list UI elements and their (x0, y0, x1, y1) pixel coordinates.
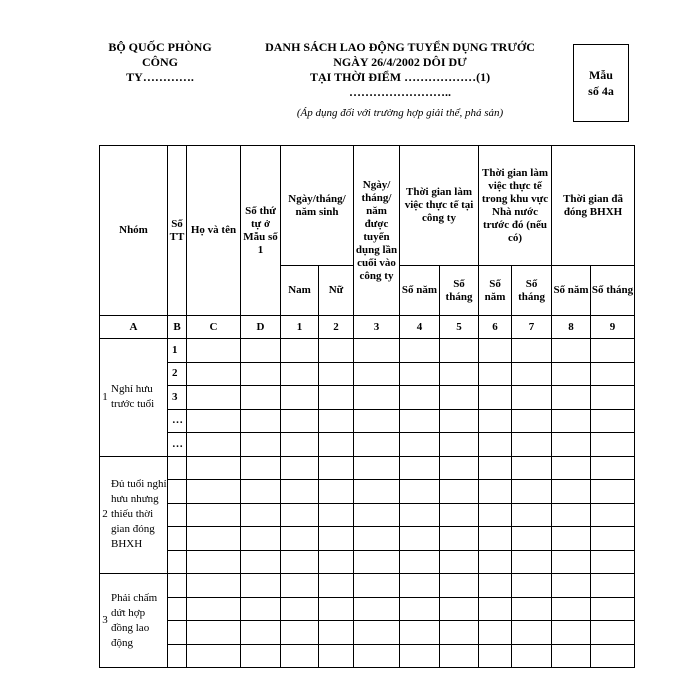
header-so-thu-tu: Số thứ tự ở Mẫu số 1 (241, 146, 281, 316)
data-cell (241, 644, 281, 668)
code-cell: 8 (552, 316, 591, 339)
data-cell (552, 621, 591, 645)
data-cell (479, 339, 512, 363)
code-cell: A (100, 316, 168, 339)
data-cell (354, 621, 400, 645)
data-cell (440, 433, 479, 457)
group-number: 3 (102, 614, 108, 626)
data-cell (281, 550, 319, 574)
data-cell (591, 574, 635, 598)
data-cell (241, 456, 281, 480)
data-cell (440, 574, 479, 598)
data-cell (281, 409, 319, 433)
data-cell (241, 386, 281, 410)
data-cell (512, 456, 552, 480)
stt-cell: 1 (168, 339, 187, 363)
data-cell (512, 527, 552, 551)
table-row (100, 339, 635, 363)
stt-cell (168, 503, 187, 527)
data-cell (591, 409, 635, 433)
header-so-thang: Số tháng (440, 266, 479, 316)
data-cell (479, 433, 512, 457)
application-note: (Áp dụng đối với trường hợp giải thể, phá sản) (296, 107, 504, 119)
data-cell (552, 597, 591, 621)
data-cell (440, 550, 479, 574)
header-nu: Nữ (319, 266, 354, 316)
code-cell: 7 (512, 316, 552, 339)
data-cell (591, 644, 635, 668)
data-cell (512, 339, 552, 363)
data-cell (440, 527, 479, 551)
data-cell (400, 409, 440, 433)
data-cell (354, 574, 400, 598)
data-cell (400, 574, 440, 598)
data-cell (187, 409, 241, 433)
data-cell (512, 480, 552, 504)
header-tg-bhxh: Thời gian đã đóng BHXH (552, 146, 635, 266)
data-cell (512, 362, 552, 386)
stt-cell (168, 456, 187, 480)
table-row (100, 433, 635, 457)
data-cell (552, 550, 591, 574)
data-cell (591, 621, 635, 645)
data-cell (319, 550, 354, 574)
data-cell (187, 644, 241, 668)
data-cell (479, 550, 512, 574)
data-cell (512, 409, 552, 433)
table-row (100, 480, 635, 504)
data-cell (400, 621, 440, 645)
data-cell (281, 386, 319, 410)
data-cell (281, 456, 319, 480)
header-so-thang: Số tháng (512, 266, 552, 316)
data-cell (552, 644, 591, 668)
data-cell (187, 550, 241, 574)
data-cell (281, 621, 319, 645)
data-cell (512, 574, 552, 598)
data-cell (440, 386, 479, 410)
stt-cell (168, 621, 187, 645)
data-cell (354, 339, 400, 363)
data-cell (552, 339, 591, 363)
data-cell (319, 409, 354, 433)
data-cell (281, 480, 319, 504)
data-cell (552, 433, 591, 457)
data-cell (187, 527, 241, 551)
data-cell (400, 433, 440, 457)
data-cell (187, 574, 241, 598)
data-cell (400, 362, 440, 386)
data-cell (591, 433, 635, 457)
data-cell (281, 644, 319, 668)
form-label-line-2: số 4a (588, 84, 614, 98)
data-cell (400, 550, 440, 574)
data-cell (400, 597, 440, 621)
data-cell (281, 433, 319, 457)
data-cell (354, 433, 400, 457)
data-cell (354, 550, 400, 574)
form-number-box (573, 44, 629, 122)
header-so-nam: Số năm (400, 266, 440, 316)
header-so-thang: Số tháng (591, 266, 635, 316)
data-cell (241, 621, 281, 645)
table-row (100, 574, 635, 598)
data-cell (319, 339, 354, 363)
code-cell: B (168, 316, 187, 339)
stt-cell: … (168, 409, 187, 433)
data-cell (512, 550, 552, 574)
data-cell (440, 621, 479, 645)
code-cell: 3 (354, 316, 400, 339)
data-cell (591, 456, 635, 480)
data-cell (319, 527, 354, 551)
stt-cell (168, 480, 187, 504)
data-cell (400, 480, 440, 504)
data-cell (319, 503, 354, 527)
document-title (230, 40, 570, 100)
company-line-1: CÔNG (142, 55, 178, 69)
data-cell (400, 339, 440, 363)
data-cell (512, 433, 552, 457)
data-cell (319, 480, 354, 504)
data-cell (241, 409, 281, 433)
data-cell (440, 503, 479, 527)
data-cell (354, 386, 400, 410)
table-row (100, 409, 635, 433)
data-cell (479, 386, 512, 410)
header-so-nam: Số năm (479, 266, 512, 316)
data-cell (479, 574, 512, 598)
table-row (100, 527, 635, 551)
data-cell (591, 339, 635, 363)
data-cell (281, 597, 319, 621)
data-cell (319, 621, 354, 645)
data-cell (187, 621, 241, 645)
data-cell (479, 480, 512, 504)
table-row (100, 597, 635, 621)
data-cell (440, 362, 479, 386)
data-cell (400, 527, 440, 551)
code-cell: 6 (479, 316, 512, 339)
stt-cell (168, 527, 187, 551)
header-so-tt: Số TT (168, 146, 187, 316)
data-cell (354, 527, 400, 551)
data-cell (552, 503, 591, 527)
data-cell (552, 574, 591, 598)
data-cell (241, 339, 281, 363)
data-cell (241, 480, 281, 504)
data-cell (479, 409, 512, 433)
title-line-2: NGÀY 26/4/2002 DÔI DƯ (333, 55, 467, 69)
group-label: Nghỉ hưu trước tuổi (111, 383, 155, 411)
data-cell (319, 433, 354, 457)
data-cell (187, 597, 241, 621)
code-cell: D (241, 316, 281, 339)
data-cell (281, 527, 319, 551)
data-cell (319, 362, 354, 386)
data-cell (281, 503, 319, 527)
data-cell (354, 597, 400, 621)
group-cell (100, 339, 168, 457)
table-row (100, 386, 635, 410)
group-number: 1 (102, 390, 108, 403)
data-cell (479, 456, 512, 480)
data-cell (241, 433, 281, 457)
group-rows (100, 339, 635, 668)
data-cell (354, 409, 400, 433)
header-nam: Nam (281, 266, 319, 316)
data-cell (552, 362, 591, 386)
data-cell (512, 386, 552, 410)
header-tg-nha-nuoc: Thời gian làm việc thực tế trong khu vực Nhà nước trước đó (nếu có) (479, 146, 552, 266)
form-label-line-1: Mẫu (588, 68, 613, 82)
data-cell (591, 480, 635, 504)
header-tg-cong-ty: Thời gian làm việc thực tế tại công ty (400, 146, 479, 266)
data-cell (354, 480, 400, 504)
header-nhom: Nhóm (100, 146, 168, 316)
data-cell (479, 597, 512, 621)
stt-cell: 2 (168, 362, 187, 386)
table-row (100, 621, 635, 645)
data-cell (591, 527, 635, 551)
data-cell (479, 621, 512, 645)
data-cell (552, 527, 591, 551)
data-cell (440, 644, 479, 668)
code-cell: 4 (400, 316, 440, 339)
data-cell (319, 644, 354, 668)
data-cell (187, 433, 241, 457)
stt-cell (168, 597, 187, 621)
data-cell (319, 597, 354, 621)
data-cell (354, 456, 400, 480)
data-cell (400, 386, 440, 410)
data-cell (591, 597, 635, 621)
data-cell (552, 480, 591, 504)
table-row (100, 644, 635, 668)
title-line-1: DANH SÁCH LAO ĐỘNG TUYỂN DỤNG TRƯỚC (265, 40, 535, 54)
data-cell (187, 386, 241, 410)
header-ngay-tuyen-dung: Ngày/ tháng/ năm được tuyển dụng lần cuối vào công ty (354, 146, 400, 316)
data-cell (440, 339, 479, 363)
data-cell (512, 503, 552, 527)
group-label: Đủ tuổi nghỉ hưu nhưng thiếu thời gian đóng BHXH (111, 478, 167, 551)
data-cell (187, 362, 241, 386)
header-ho-ten: Họ và tên (187, 146, 241, 316)
data-cell (354, 644, 400, 668)
data-cell (241, 527, 281, 551)
data-cell (512, 597, 552, 621)
data-cell (319, 386, 354, 410)
code-cell: 1 (281, 316, 319, 339)
data-cell (319, 456, 354, 480)
organization-header (90, 40, 230, 85)
data-cell (281, 362, 319, 386)
data-cell (187, 503, 241, 527)
data-cell (440, 480, 479, 504)
data-cell (281, 339, 319, 363)
data-cell (512, 621, 552, 645)
data-cell (319, 574, 354, 598)
code-cell: 2 (319, 316, 354, 339)
ministry-name: BỘ QUỐC PHÒNG (108, 40, 212, 54)
data-cell (241, 597, 281, 621)
group-cell (100, 574, 168, 668)
data-cell (241, 574, 281, 598)
company-line-2: TY…………. (126, 70, 194, 84)
title-line-3: TẠI THỜI ĐIỂM ………………(1) (309, 70, 491, 84)
data-cell (440, 409, 479, 433)
data-cell (440, 597, 479, 621)
data-cell (187, 480, 241, 504)
group-cell (100, 456, 168, 574)
stt-cell (168, 550, 187, 574)
data-cell (479, 644, 512, 668)
stt-cell (168, 574, 187, 598)
data-cell (591, 503, 635, 527)
data-cell (552, 386, 591, 410)
title-line-4: …………………….. (349, 85, 451, 99)
data-cell (241, 503, 281, 527)
data-cell (281, 574, 319, 598)
stt-cell: 3 (168, 386, 187, 410)
data-cell (354, 362, 400, 386)
data-cell (187, 339, 241, 363)
table-row (100, 362, 635, 386)
data-cell (591, 550, 635, 574)
data-cell (187, 456, 241, 480)
stt-cell: … (168, 433, 187, 457)
code-cell: 5 (440, 316, 479, 339)
table-row (100, 550, 635, 574)
data-cell (479, 503, 512, 527)
data-cell (440, 456, 479, 480)
data-cell (400, 644, 440, 668)
table-row (100, 503, 635, 527)
data-cell (479, 527, 512, 551)
data-cell (512, 644, 552, 668)
header-ngay-sinh: Ngày/tháng/ năm sinh (281, 146, 354, 266)
data-cell (552, 456, 591, 480)
data-cell (591, 362, 635, 386)
data-cell (241, 362, 281, 386)
data-cell (400, 456, 440, 480)
group-label: Phải chấm dứt hợp đồng lao động (111, 591, 158, 649)
data-cell (241, 550, 281, 574)
data-cell (479, 362, 512, 386)
group-number: 2 (102, 508, 108, 521)
code-cell: C (187, 316, 241, 339)
stt-cell (168, 644, 187, 668)
data-cell (400, 503, 440, 527)
data-cell (591, 386, 635, 410)
table-row (100, 456, 635, 480)
header-so-nam: Số năm (552, 266, 591, 316)
data-cell (552, 409, 591, 433)
employee-list-table (99, 145, 635, 668)
code-cell: 9 (591, 316, 635, 339)
data-cell (354, 503, 400, 527)
